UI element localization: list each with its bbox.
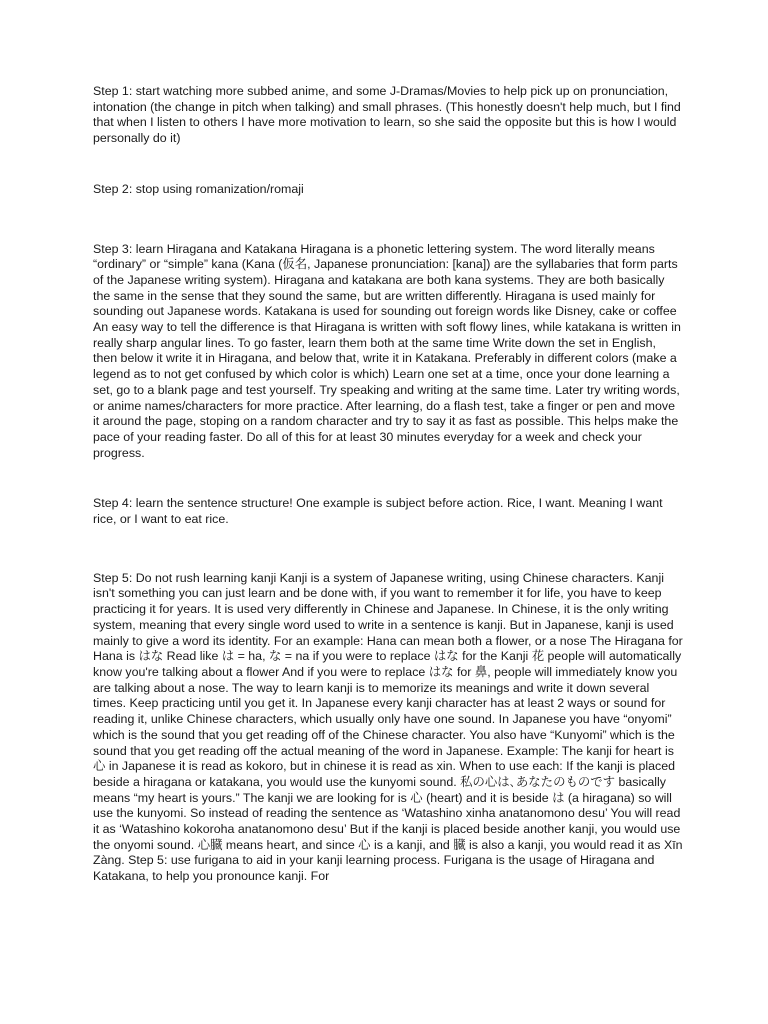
step-5-paragraph: Step 5: Do not rush learning kanji Kanji is a system of Japanese writing, using Chinese characters. Kanji isn't something you can just learn and be done with, if you want to remember it for life, you have to keep practicing it for years. It is used very differently in Chinese and Japanese. In Chinese, it is the only writing system, meaning that every single word used to write in a sentence is kanji. But in Japanese, kanji is used mainly to give a word its identity. For an example: Hana can mean both a flower, or a nose The Hiragana for Hana is はな Read like は = ha, な = na if you were to replace はな for the Kanji 花 people will automatically know you're talking about a flower And if you were to replace はな for 鼻, people will immediately know you are talking about a nose. The way to learn kanji is to memorize its meanings and write it down several times. Keep practicing until you get it. In Japanese every kanji character has at least 2 ways or sound for reading it, unlike Chinese characters, which usually only have one sound. In Japanese you have “onyomi” which is the sound that you get reading off of the Chinese character. You also have “Kunyomi” which is the sound that you get reading off the actual meaning of the word in Japanese. Example: The kanji for heart is 心 in Japanese it is read as kokoro, but in chinese it is read as xin. When to use each: If the kanji is placed beside a hiragana or katakana, you would use the kunyomi sound. 私の心は､あなたのものです basically means “my heart is yours.” The kanji we are looking for is 心 (heart) and it is beside は (a hiragana) so will use the kunyomi. So instead of reading the sentence as ‘Watashino xinha anatanomono desu’ You will read it as ‘Watashino kokoroha anatanomono desu’ But if the kanji is placed beside another kanji, you would use the onyomi sound. 心臓 means heart, and since 心 is a kanji, and 臓 is also a kanji, you would read it as Xīn Zàng. Step 5: use furigana to aid in your kanji learning process. Furigana is the usage of Hiragana and Katakana, to help you pronounce kanji. For (93, 570, 683, 884)
step-3-paragraph: Step 3: learn Hiragana and Katakana Hiragana is a phonetic lettering system. The word literally means “ordinary” or “simple” kana (Kana (仮名, Japanese pronunciation: [kana]) are the syllabaries that form parts of the Japanese writing system). Hiragana and katakana are both kana systems. They are both basically the same in the sense that they sound the same, but are written differently. Hiragana is used mainly for sounding out Japanese words. Katakana is used for sounding out foreign words like Disney, cake or coffee An easy way to tell the difference is that Hiragana is written with soft flowy lines, while katakana is written in really sharp angular lines. To go faster, learn them both at the same time Write down the set in English, then below it write it in Hiragana, and below that, write it in Katakana. Preferably in different colors (make a legend as to not get confused by which color is which) Learn one set at a time, once your done learning a set, go to a blank page and test yourself. Try speaking and writing at the same time. Later try writing words, or anime names/characters for more practice. After learning, do a flash test, take a finger or pen and move it around the page, stoping on a random character and try to say it as fast as possible. This helps make the pace of your reading faster. Do all of this for at least 30 minutes everyday for a week and check your progress. (93, 241, 681, 460)
document-page (93, 84, 683, 885)
step-2-paragraph: Step 2: stop using romanization/romaji (93, 181, 304, 196)
step-4-paragraph: Step 4: learn the sentence structure! One example is subject before action. Rice, I want. Meaning I want rice, or I want to eat rice. (93, 496, 663, 527)
step-1-paragraph: Step 1: start watching more subbed anime, and some J-Dramas/Movies to help pick up on pronunciation, intonation (the change in pitch when talking) and small phrases. (This honestly doesn't help much, but I find that when I listen to others I have more motivation to learn, so she said the opposite but this is how I would personally do it) (93, 84, 681, 146)
